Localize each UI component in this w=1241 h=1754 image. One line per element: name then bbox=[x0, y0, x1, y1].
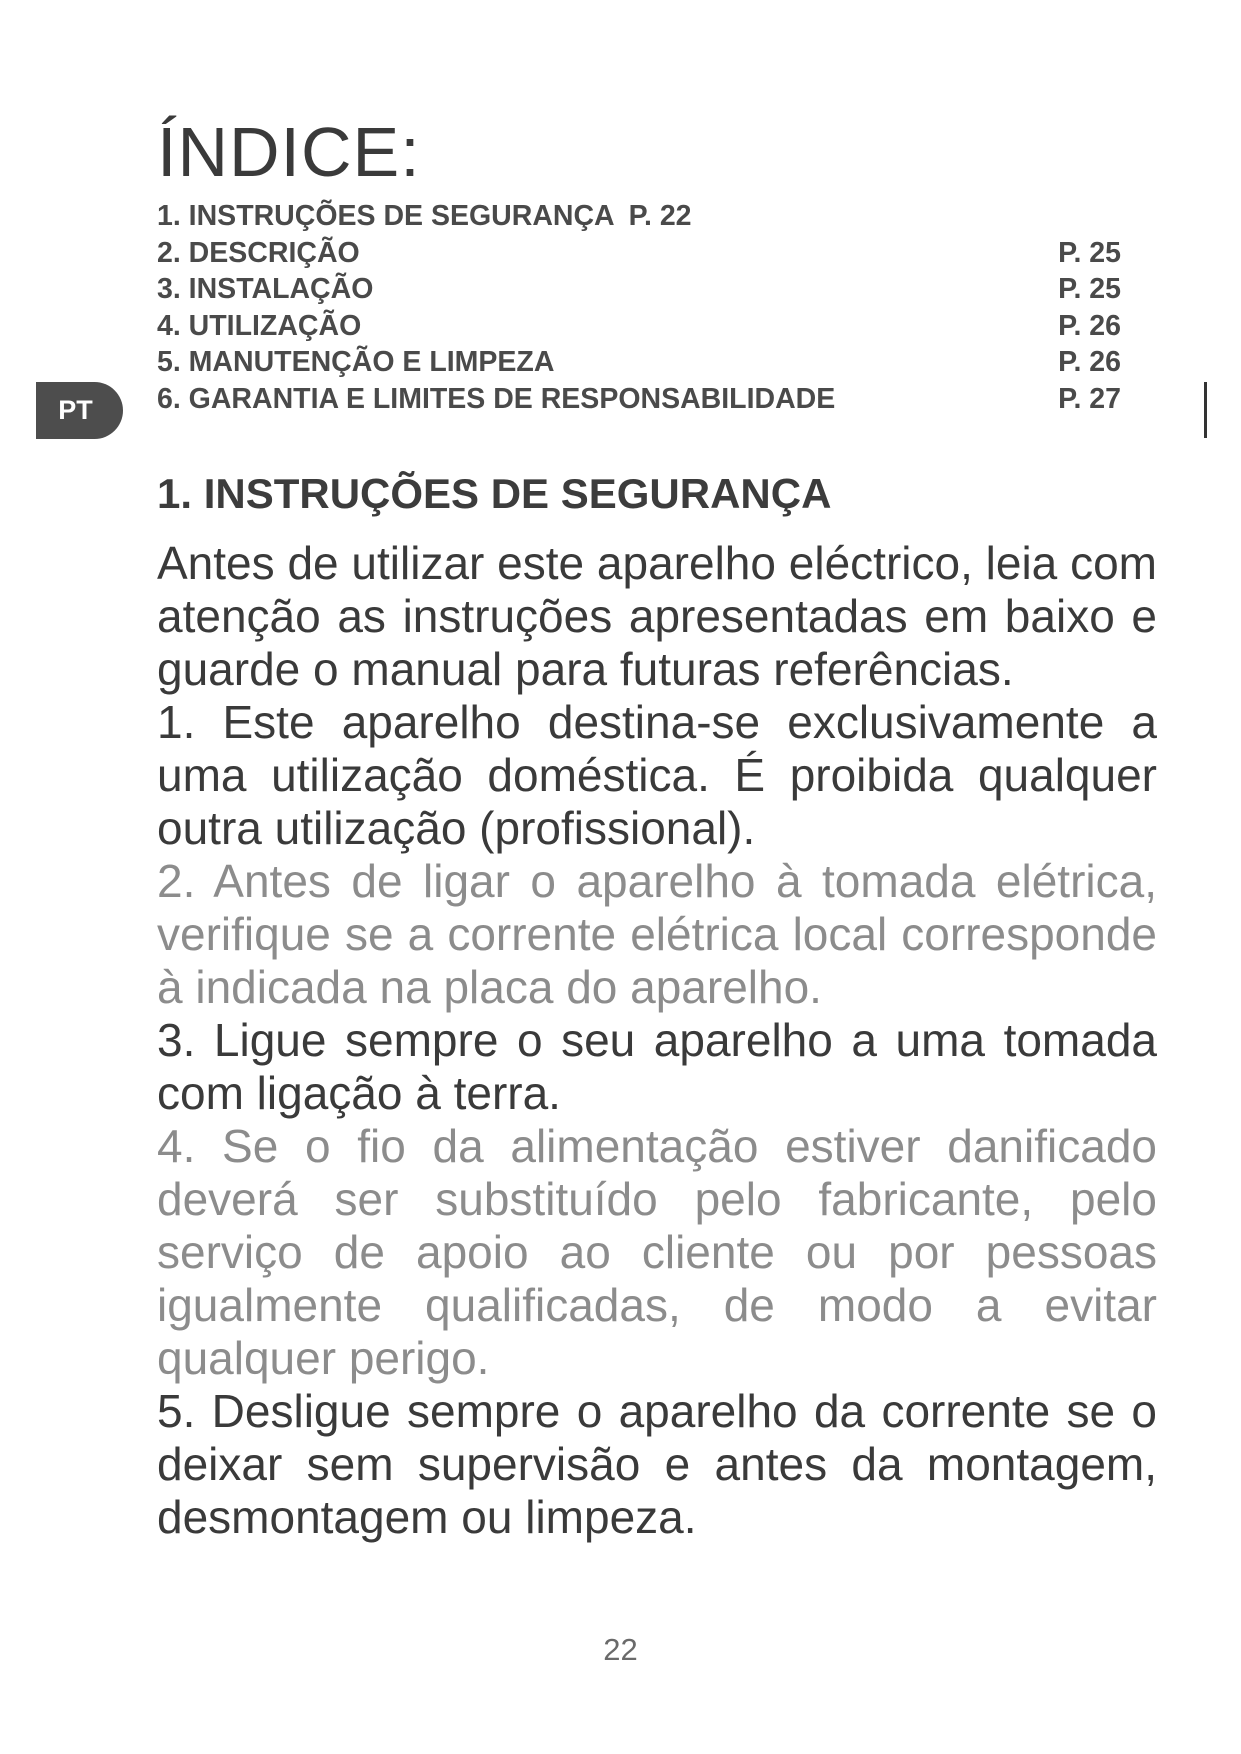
language-tab: PT bbox=[36, 382, 123, 439]
instruction-item: 4. Se o fio da alimentação estiver danificado deverá ser substituído pelo fabricante, pelo serviço de apoio ao cliente ou por pessoas igualmente qualificadas, de modo a evitar qualquer perigo. bbox=[157, 1120, 1157, 1384]
page-number: 22 bbox=[603, 1632, 638, 1667]
intro-paragraph: Antes de utilizar este aparelho eléctrico, leia com atenção as instruções apresentadas em baixo e guarde o manual para futuras referências. bbox=[157, 537, 1157, 695]
table-of-contents bbox=[157, 200, 1121, 419]
toc-entry-label: 5. MANUTENÇÃO E LIMPEZA bbox=[157, 346, 555, 378]
page-title: ÍNDICE: bbox=[157, 113, 421, 191]
instruction-item: 2. Antes de ligar o aparelho à tomada elétrica, verifique se a corrente elétrica local corresponde à indicada na placa do aparelho. bbox=[157, 855, 1157, 1013]
toc-entry-page: P. 22 bbox=[628, 200, 692, 232]
toc-entry-page: P. 26 bbox=[1058, 309, 1121, 342]
toc-entry-page: P. 25 bbox=[1058, 236, 1121, 269]
toc-entry bbox=[157, 346, 1121, 383]
toc-entry bbox=[157, 200, 1121, 237]
page-edge-marker bbox=[1204, 382, 1207, 438]
toc-entry-label: 3. INSTALAÇÃO bbox=[157, 273, 374, 305]
toc-entry-page: P. 27 bbox=[1058, 382, 1121, 415]
toc-entry-label: 6. GARANTIA E LIMITES DE RESPONSABILIDADE bbox=[157, 382, 836, 415]
instruction-item: 3. Ligue sempre o seu aparelho a uma tomada com ligação à terra. bbox=[157, 1014, 1157, 1119]
toc-entry bbox=[157, 383, 1121, 420]
section-body bbox=[157, 537, 1157, 1544]
toc-entry-label: 2. DESCRIÇÃO bbox=[157, 236, 360, 269]
toc-entry-label bbox=[157, 200, 692, 233]
toc-entry-label: 4. UTILIZAÇÃO bbox=[157, 309, 362, 342]
toc-entry bbox=[157, 237, 1121, 274]
toc-entry bbox=[157, 273, 1121, 310]
section-heading: 1. INSTRUÇÕES DE SEGURANÇA bbox=[157, 470, 832, 517]
instruction-item: 5. Desligue sempre o aparelho da corrente se o deixar sem supervisão e antes da montagem, desmontagem ou limpeza. bbox=[157, 1385, 1157, 1543]
instruction-item: 1. Este aparelho destina-se exclusivamente a uma utilização doméstica. É proibida qualquer outra utilização (profissional). bbox=[157, 696, 1157, 854]
toc-entry-title: 1. INSTRUÇÕES DE SEGURANÇA bbox=[157, 200, 615, 232]
toc-entry-page: P. 26 bbox=[1058, 346, 1121, 378]
toc-entry bbox=[157, 310, 1121, 347]
toc-entry-page: P. 25 bbox=[1058, 273, 1121, 305]
